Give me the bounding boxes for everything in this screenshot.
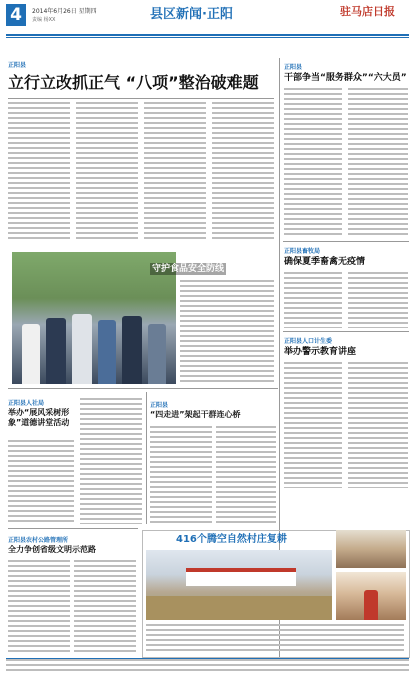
right-top-kicker: 正阳县	[284, 64, 303, 71]
footer-strip	[6, 658, 409, 673]
right-mid-text-1	[284, 272, 342, 328]
editor-credit: 责编 杨XX	[32, 17, 56, 23]
right-mid-headline: 确保夏季畜禽无疫情	[284, 257, 366, 267]
lower-left-rule	[8, 528, 138, 529]
demolition-photo	[336, 530, 406, 568]
page-number: 4	[6, 4, 26, 26]
lead-text-column-2	[76, 102, 138, 242]
village-photo	[146, 550, 332, 620]
lead-text-column-3	[144, 102, 206, 242]
mid2-text-2	[216, 426, 276, 524]
lead-kicker: 正阳县	[8, 62, 27, 69]
left3-text-1	[8, 560, 70, 654]
right-mid-kicker: 正阳县畜牧局	[284, 248, 321, 255]
header-rule-thin	[6, 37, 409, 38]
right-top-rule	[283, 241, 409, 242]
worker-photo	[336, 572, 406, 620]
mid2-headline: “四走进”架起干群连心桥	[150, 410, 241, 419]
header-rule	[6, 34, 409, 36]
newspaper-logo: 驻马店日报	[340, 5, 395, 18]
mid-divider	[146, 392, 147, 524]
right-top-text-1	[284, 88, 342, 238]
food-safety-photo-title: 守护食品安全防线	[152, 264, 225, 274]
feature-caption	[146, 624, 404, 652]
right-top-text-2	[348, 88, 408, 238]
mid2-text-1	[150, 426, 212, 524]
right-mid-rule	[283, 331, 409, 332]
right-low-headline: 举办警示教育讲座	[284, 347, 357, 357]
lead-text-column-4	[212, 102, 274, 242]
left2-kicker: 正阳县人社局	[8, 400, 45, 407]
mid2-kicker: 正阳县	[150, 402, 169, 409]
mid-rule	[8, 388, 278, 389]
right-low-text-2	[348, 362, 408, 488]
right-top-headline: 干部争当“服务群众”“六大员”	[284, 73, 407, 83]
lead-rule	[8, 98, 274, 99]
lead-text-column-1	[8, 102, 70, 242]
left3-text-2	[74, 560, 136, 654]
photo-caption-text	[180, 280, 274, 384]
left3-headline: 全力争创省级文明示范路	[8, 545, 96, 554]
left2-text-2	[80, 398, 142, 524]
section-title: 县区新闻·正阳	[150, 7, 233, 22]
lead-headline: 立行立改抓正气 “八项”整治破难题	[8, 73, 259, 92]
right-mid-text-2	[348, 272, 408, 328]
right-low-kicker: 正阳县人口计生委	[284, 338, 333, 345]
left2-headline: 举办“展风采树形象”道德讲堂活动	[8, 408, 70, 427]
issue-date: 2014年6月26日 星期四	[32, 8, 97, 15]
left2-text-1	[8, 440, 74, 524]
right-low-text-1	[284, 362, 342, 488]
feature-headline: 416个腾空自然村庄复耕	[176, 534, 287, 545]
left3-kicker: 正阳县农村公路管理所	[8, 537, 69, 544]
